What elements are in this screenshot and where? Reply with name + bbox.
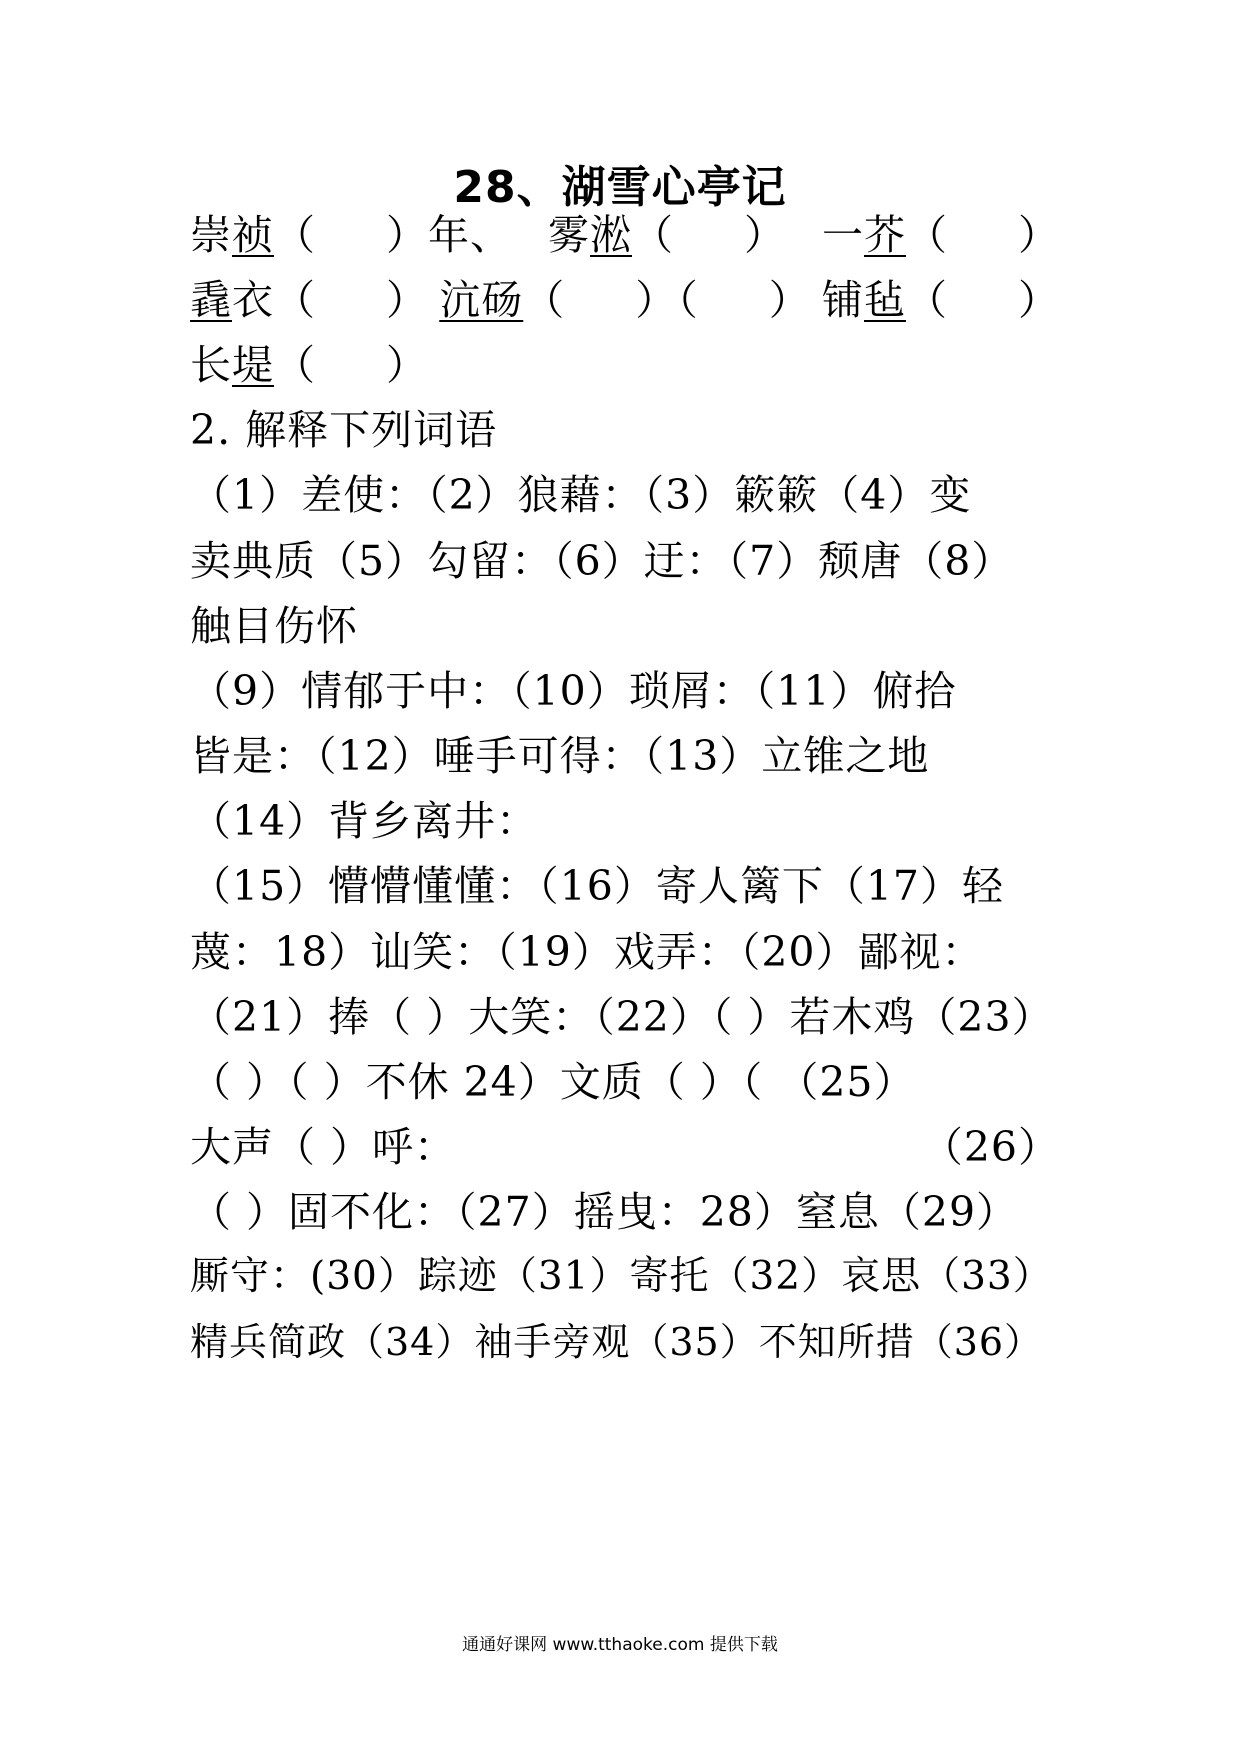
definition-line: （9）情郁于中：（10）琐屑：（11）俯拾 <box>190 667 957 715</box>
definition-line: （15）懵懵懂懂：（16）寄人篱下（17）轻 <box>190 862 1005 910</box>
definition-fragment: 大声（ ）呼： <box>190 1123 457 1171</box>
page-title: 28、湖雪心亭记 <box>453 162 787 213</box>
definition-line: 触目伤怀 <box>190 602 358 650</box>
question-2-heading: 2. 解释下列词语 <box>190 406 498 454</box>
vocab-line-3 <box>190 337 1060 393</box>
vocab-line-2 <box>190 272 1060 328</box>
vocab-word-wusong: 雾淞（ ） <box>548 211 786 259</box>
definition-line: 厮守：(30）踪迹（31）寄托（32）哀思（33） <box>190 1254 1053 1299</box>
vocab-word-puzhan: 铺毡（ ） <box>822 276 1060 324</box>
definition-line: （14）背乡离井： <box>190 797 539 845</box>
vocab-word-changdi: 长堤（ ） <box>190 341 428 389</box>
vocab-word-yijie: 一芥（ ） <box>822 211 1060 259</box>
definition-line: （1）差使：（2）狼藉：（3）簌簌（4）变 <box>190 471 972 519</box>
definition-line: 精兵简政（34）袖手旁观（35）不知所措（36） <box>190 1320 1044 1364</box>
page-footer: 通通好课网 www.tthaoke.com 提供下载 <box>462 1635 778 1655</box>
definition-line-split <box>190 1119 1060 1175</box>
definition-line: （21）捧（ ）大笑：（22）（ ）若木鸡（23） <box>190 993 1054 1041</box>
definition-fragment: （26） <box>921 1123 1060 1171</box>
vocab-word-hangdang: 沆砀（ ）（ ） <box>439 276 811 324</box>
vocab-line-1 <box>190 207 1060 263</box>
definition-line: 卖典质（5）勾留：（6）迂：（7）颓唐（8） <box>190 537 1014 585</box>
definition-line: 皆是：（12）唾手可得：（13）立锥之地 <box>190 732 930 780</box>
definition-line: （ ）固不化：（27）摇曳：28）窒息（29） <box>190 1188 1019 1236</box>
vocab-word-cuiyi: 毳衣（ ） <box>190 276 428 324</box>
definition-line: （ ）（ ）不休 24）文质（ ）（ （25） <box>190 1058 916 1106</box>
vocab-word-chongzhen: 崇祯（ ）年、 <box>190 211 512 259</box>
definition-line: 蔑：18）讪笑：（19）戏弄：（20）鄙视： <box>190 928 984 976</box>
